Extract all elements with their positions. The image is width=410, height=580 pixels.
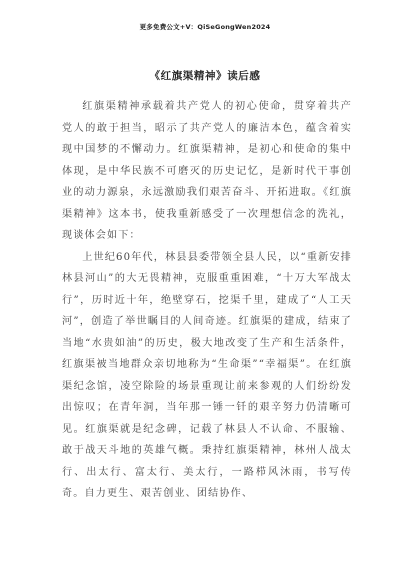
paragraph-intro: 红旗渠精神承载着共产党人的初心使命，贯穿着共产党人的敢于担当，昭示了共产党人的廉洁本色，蕴含着实现中国梦的不懈动力。红旗渠精神，是初心和使命的集中体现，是中华民族不可磨灭的历史记忆，是新时代干事创业的动力源泉，永远激励我们艰苦奋斗、开拓进取。《红旗渠精神》这本书，使我重新感受了一次理想信念的洗礼，现谈体会如下： <box>62 101 352 241</box>
document-title: 《红旗渠精神》读后感 <box>149 70 261 82</box>
paragraph-history: 上世纪60年代，林县县委带领全县人民，以“重新安排林县河山”的大无畏精神，克服重重困难，“十万大军战太行”，历时近十年，绝壁穿石，挖渠千里，建成了“人工天河”，创造了举世瞩目的人间奇迹。红旗渠的建成，结束了当地“水贵如油”的历史，极大地改变了生产和生活条件，红旗渠被当地群众亲切地称为“生命渠”“幸福渠”。在红旗渠纪念馆，凌空除险的场景重现让前来参观的人们纷纷发出惊叹；在青年洞，当年那一锤一钎的艰辛努力仍清晰可见。红旗渠就是纪念碑，记载了林县人不认命、不服输、敢于战天斗地的英雄气概。秉持红旗渠精神，林州人战太行、出太行、富太行、美太行，一路栉风沐雨，书写传奇。自力更生、艰苦创业、团结协作、 <box>62 251 352 499</box>
document-body <box>62 96 352 505</box>
page-header-note: 更多免费公文+V：QiSeGongWen2024 <box>139 23 271 31</box>
